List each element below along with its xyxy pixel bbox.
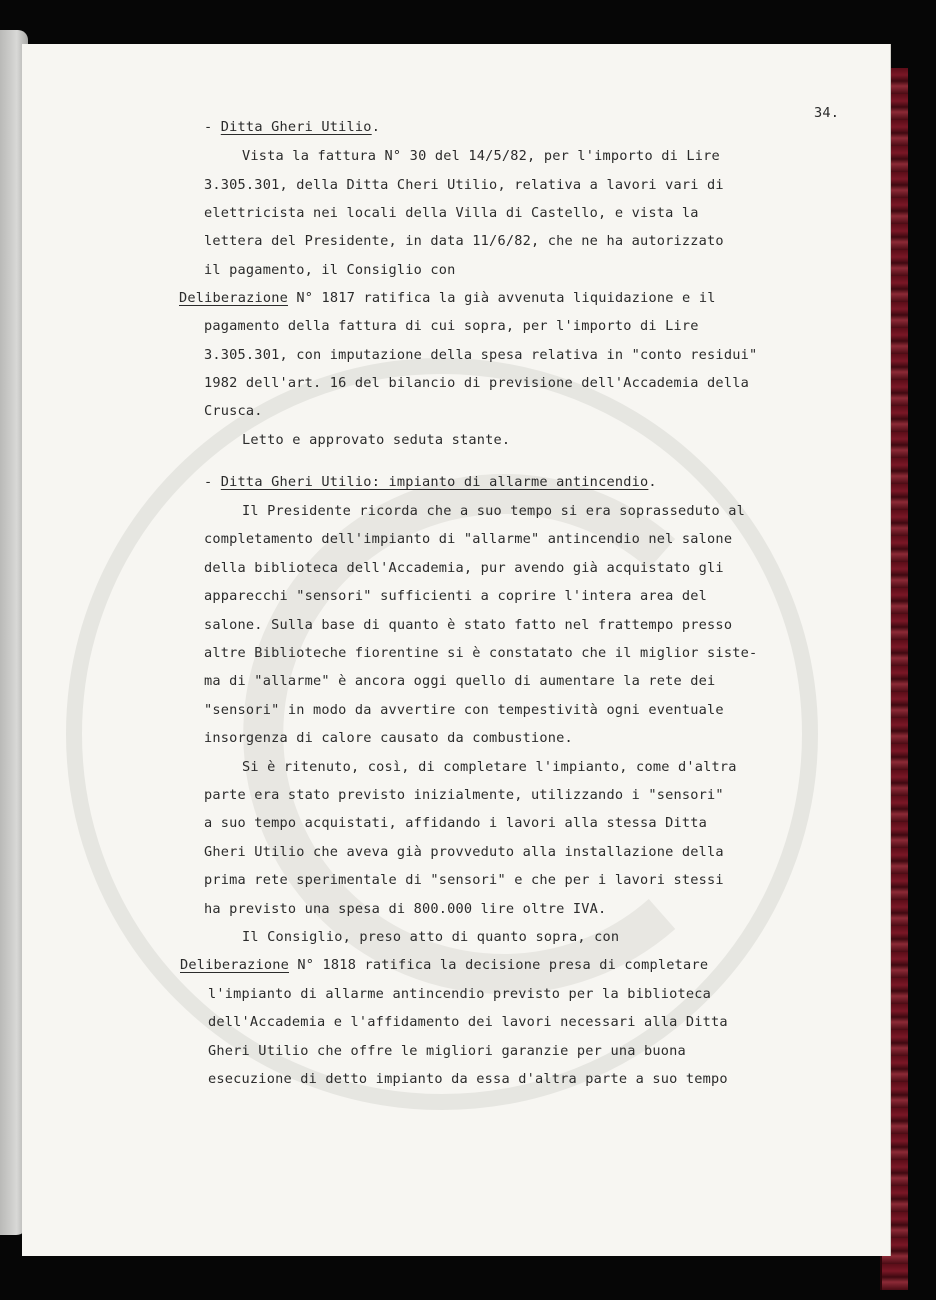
text-line: insorgenza di calore causato da combustione.: [204, 730, 573, 746]
line-text: .: [648, 474, 657, 490]
text-line: della biblioteca dell'Accademia, pur avendo già acquistato gli: [204, 560, 724, 576]
text-line: dell'Accademia e l'affidamento dei lavori necessari alla Ditta: [208, 1014, 728, 1030]
deliberazione-1818-line: [180, 956, 708, 974]
heading-ditta-gheri-utilio: [204, 118, 380, 136]
text-line: prima rete sperimentale di "sensori" e che per i lavori stessi: [204, 872, 724, 888]
text-line: 3.305.301, con imputazione della spesa relativa in "conto residui": [204, 347, 758, 363]
deliberazione-1817-line: [179, 289, 716, 307]
text-line: Gheri Utilio che offre le migliori garanzie per una buona: [208, 1043, 686, 1059]
text-line: completamento dell'impianto di "allarme" antincendio nel salone: [204, 531, 733, 547]
text-line: lettera del Presidente, in data 11/6/82, che ne ha autorizzato: [204, 233, 724, 249]
page-number: 34.: [814, 105, 840, 121]
text-line: l'impianto di allarme antincendio previsto per la biblioteca: [208, 986, 712, 1002]
text-line: esecuzione di detto impianto da essa d'altra parte a suo tempo: [208, 1071, 728, 1087]
heading-impianto-allarme: [204, 473, 657, 491]
text-line: "sensori" in modo da avvertire con tempestività ogni eventuale: [204, 702, 724, 718]
text-line: ma di "allarme" è ancora oggi quello di aumentare la rete dei: [204, 673, 716, 689]
text-line: 1982 dell'art. 16 del bilancio di previsione dell'Accademia della: [204, 375, 749, 391]
text-line: pagamento della fattura di cui sopra, per l'importo di Lire: [204, 318, 699, 334]
text-line: Crusca.: [204, 403, 263, 419]
underlined-text: Ditta Gheri Utilio: [220, 119, 372, 135]
text-line: Il Presidente ricorda che a suo tempo si era soprasseduto al: [242, 503, 746, 519]
line-dash: -: [204, 474, 221, 490]
text-line: Si è ritenuto, così, di completare l'impianto, come d'altra: [242, 759, 737, 775]
underlined-text: Deliberazione: [179, 290, 288, 306]
line-text: N° 1818 ratifica la decisione presa di completare: [289, 957, 709, 973]
text-line: il pagamento, il Consiglio con: [204, 262, 456, 278]
line-dash: -: [204, 119, 221, 135]
line-text: N° 1817 ratifica la già avvenuta liquidazione e il: [288, 290, 716, 306]
text-line: Gheri Utilio che aveva già provveduto alla installazione della: [204, 844, 724, 860]
line-text: .: [371, 119, 381, 135]
text-line: a suo tempo acquistati, affidando i lavori alla stessa Ditta: [204, 815, 708, 831]
text-line: altre Biblioteche fiorentine si è constatato che il miglior siste-: [204, 645, 758, 661]
text-line: salone. Sulla base di quanto è stato fatto nel frattempo presso: [204, 617, 733, 633]
text-line: Letto e approvato seduta stante.: [242, 432, 511, 448]
text-line: Il Consiglio, preso atto di quanto sopra, con: [242, 929, 620, 945]
text-line: elettricista nei locali della Villa di Castello, e vista la: [204, 205, 699, 221]
text-line: parte era stato previsto inizialmente, utilizzando i "sensori": [204, 787, 724, 803]
document-page: [22, 44, 890, 1256]
text-line: Vista la fattura N° 30 del 14/5/82, per l'importo di Lire: [242, 148, 720, 164]
text-line: apparecchi "sensori" sufficienti a coprire l'intera area del: [204, 588, 708, 604]
text-line: 3.305.301, della Ditta Cheri Utilio, relativa a lavori vari di: [204, 177, 724, 193]
underlined-text: Ditta Gheri Utilio: impianto di allarme antincendio: [220, 474, 649, 490]
text-line: ha previsto una spesa di 800.000 lire oltre IVA.: [204, 901, 607, 917]
underlined-text: Deliberazione: [180, 957, 289, 973]
